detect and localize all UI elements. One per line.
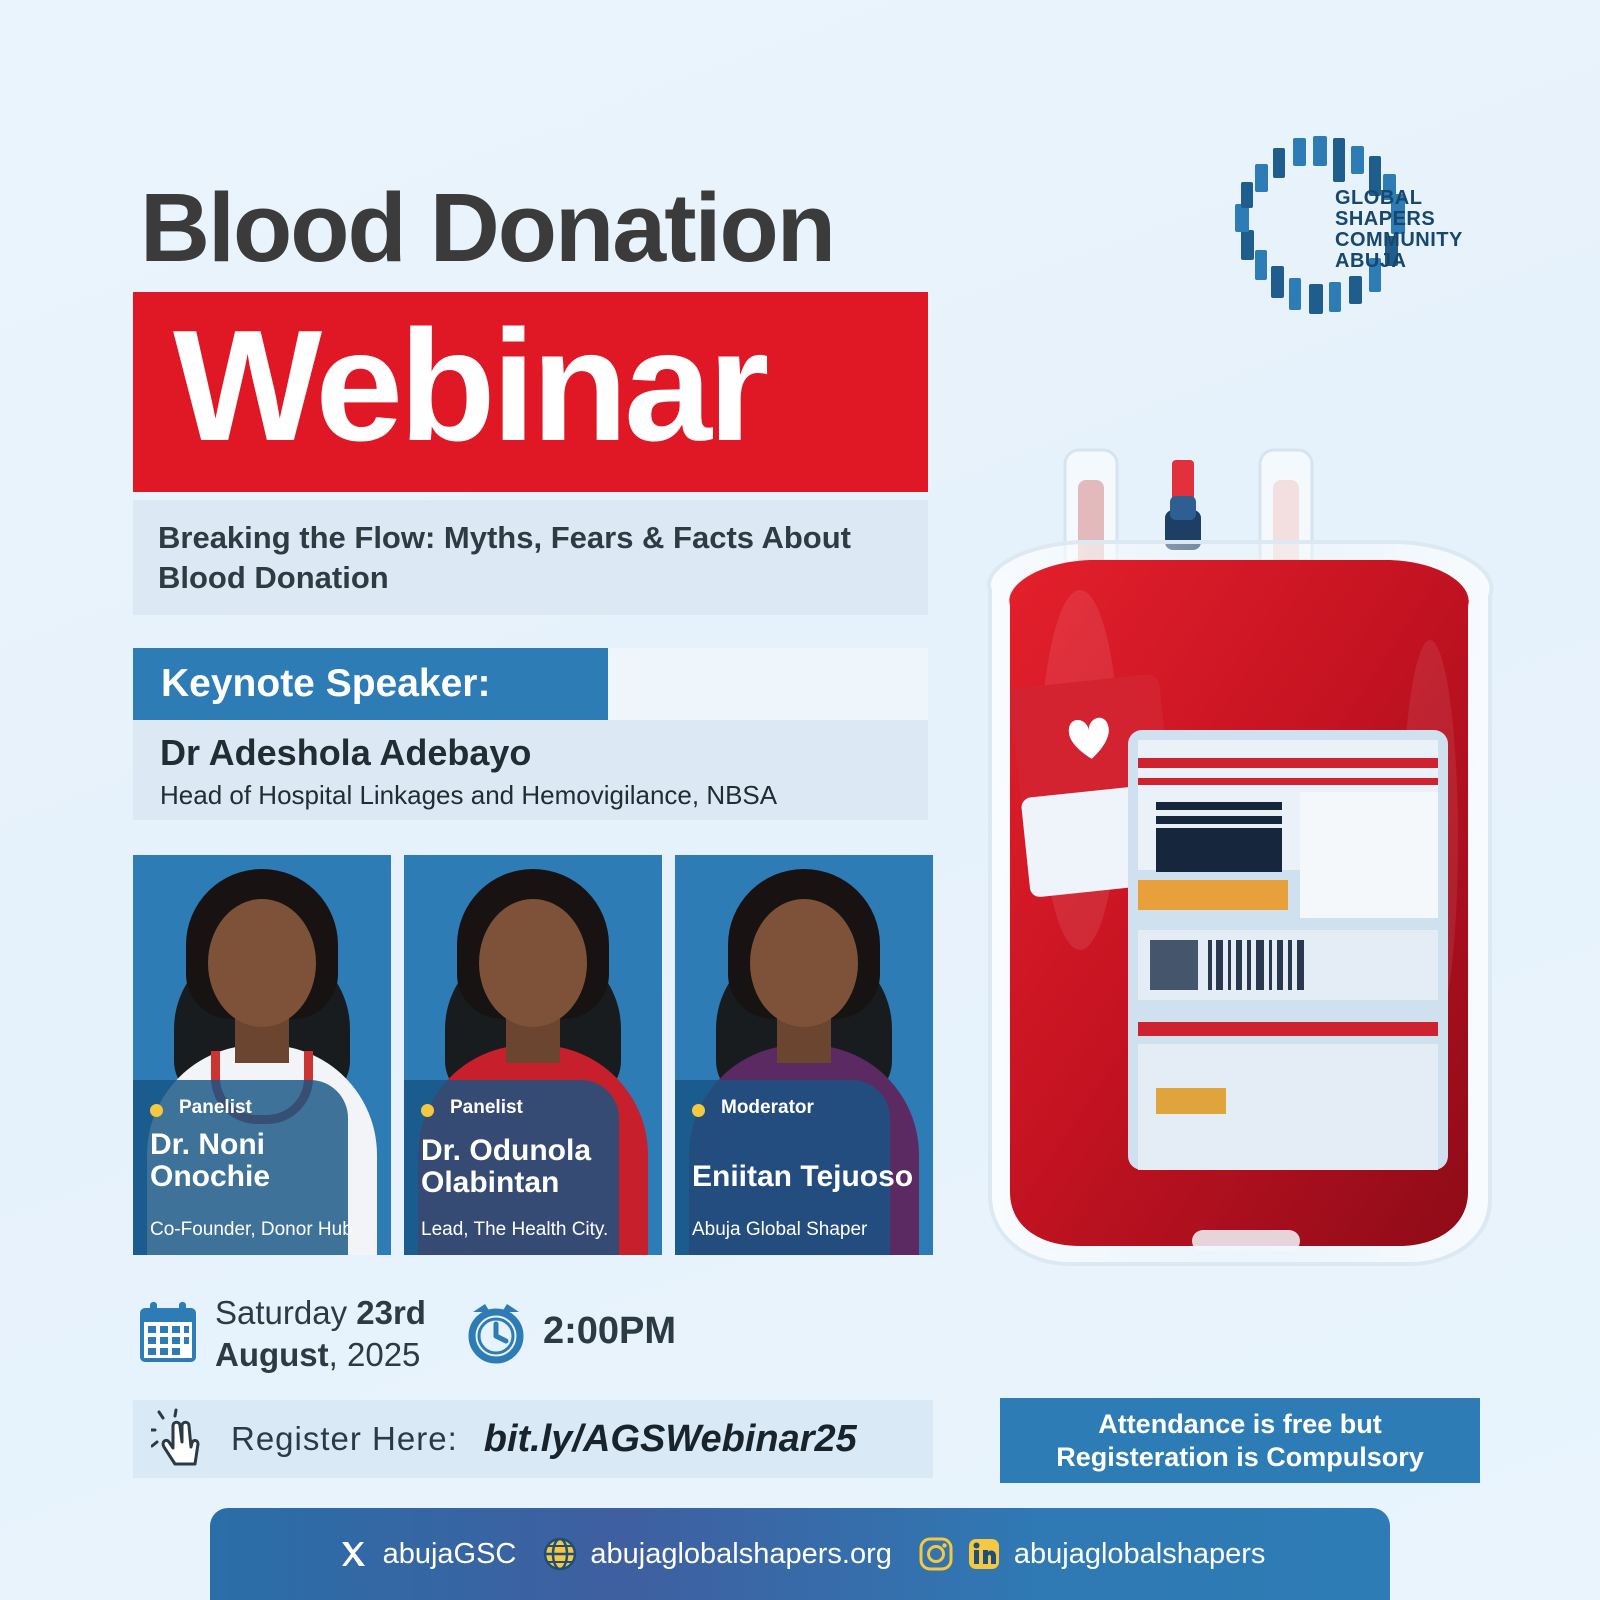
panelist-cards (133, 855, 933, 1255)
panelist-role-dot-icon (692, 1104, 705, 1117)
register-bar[interactable] (133, 1400, 933, 1478)
attendance-note-text (1056, 1408, 1424, 1474)
social-item-instagram-linkedin[interactable] (918, 1536, 1266, 1572)
social-handle-x: abujaGSC (382, 1537, 517, 1570)
event-date-day-number: 23rd (356, 1294, 426, 1331)
panelist-name: Dr. Odunola Olabintan (421, 1134, 592, 1199)
footer-social-bar (210, 1508, 1390, 1600)
click-hand-icon (151, 1408, 213, 1470)
global-shapers-logo (1225, 120, 1490, 335)
register-label: Register Here: (231, 1420, 458, 1457)
panelist-role-dot-icon (421, 1104, 434, 1117)
keynote-band-filler (608, 648, 928, 720)
poster-subtitle: Breaking the Flow: Myths, Fears & Facts About Blood Donation (158, 520, 852, 595)
x-twitter-icon (335, 1536, 371, 1572)
logo-line-2: SHAPERS (1335, 208, 1436, 230)
panelist-card (675, 855, 933, 1255)
logo-line-1: GLOBAL (1335, 187, 1423, 209)
panelist-role: Panelist (179, 1097, 252, 1118)
alarm-clock-icon (463, 1300, 529, 1366)
linkedin-icon (966, 1536, 1002, 1572)
keynote-label-band (133, 648, 608, 720)
panelist-role-dot-icon (150, 1104, 163, 1117)
register-link[interactable]: bit.ly/AGSWebinar25 (483, 1417, 857, 1460)
social-handle-website: abujaglobalshapers.org (590, 1537, 892, 1570)
social-item-website[interactable] (542, 1536, 892, 1572)
panelist-card (133, 855, 391, 1255)
poster-title-band (133, 292, 928, 492)
poster-title: Blood Donation (140, 173, 834, 282)
blood-bag-illustration (960, 440, 1520, 1320)
logo-text (1335, 188, 1463, 272)
panelist-card (404, 855, 662, 1255)
panelist-role: Panelist (450, 1097, 523, 1118)
blood-bag-graphic (960, 440, 1520, 1320)
keynote-speaker-role: Head of Hospital Linkages and Hemovigilance, NBSA (160, 780, 778, 810)
keynote-speaker-name: Dr Adeshola Adebayo (160, 732, 532, 773)
globe-icon (542, 1536, 578, 1572)
attendance-note-line1: Attendance is free but (1098, 1408, 1382, 1439)
event-date-year: , 2025 (328, 1336, 421, 1373)
attendance-note (1000, 1398, 1480, 1483)
event-date-day-word: Saturday (215, 1294, 357, 1331)
panelist-name: Eniitan Tejuoso (692, 1160, 914, 1193)
social-item-x[interactable] (335, 1536, 517, 1572)
event-datetime (133, 1292, 933, 1382)
keynote-label: Keynote Speaker: (161, 662, 491, 705)
social-handle-social: abujaglobalshapers (1013, 1537, 1266, 1570)
event-date-month: August (215, 1336, 329, 1373)
instagram-icon (918, 1536, 954, 1572)
calendar-icon (138, 1302, 198, 1364)
panelist-org: Lead, The Health City. (421, 1219, 609, 1240)
event-date (215, 1292, 426, 1376)
poster-title-webinar: Webinar (173, 298, 766, 474)
panelist-org: Abuja Global Shaper (692, 1219, 868, 1240)
attendance-note-line2: Registeration is Compulsory (1056, 1441, 1424, 1472)
panelist-org: Co-Founder, Donor Hub (150, 1219, 353, 1240)
panelist-name: Dr. Noni Onochie (150, 1128, 271, 1193)
logo-line-4: ABUJA (1335, 250, 1407, 272)
poster-subtitle-band (133, 500, 928, 615)
logo-line-3: COMMUNITY (1335, 229, 1463, 251)
panelist-role: Moderator (721, 1097, 814, 1118)
event-time: 2:00PM (543, 1310, 677, 1352)
